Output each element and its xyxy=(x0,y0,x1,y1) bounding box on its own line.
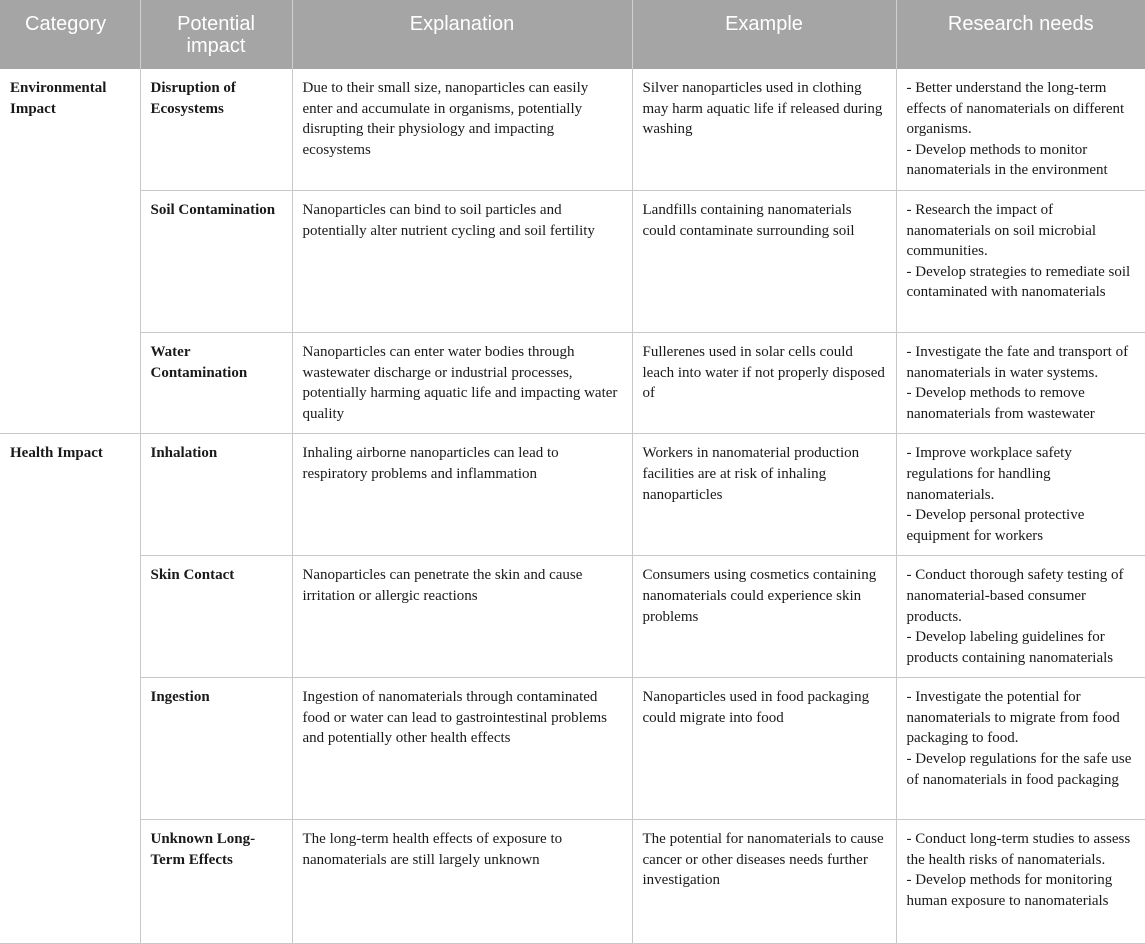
impact-cell: Ingestion xyxy=(140,678,292,820)
research-need-item: - Research the impact of nanomaterials on soil microbial communities. xyxy=(906,201,1097,260)
table-row xyxy=(0,332,1145,433)
research-need-item: - Investigate the fate and transport of nanomaterials in water systems. xyxy=(906,343,1129,381)
explanation-cell: Due to their small size, nanoparticles can easily enter and accumulate in organisms, potentially disrupting their physiology and impacting ecosystems xyxy=(292,69,632,190)
research-need-item: - Better understand the long-term effects of nanomaterials on different organisms. xyxy=(906,80,1125,138)
explanation-cell: Ingestion of nanomaterials through contaminated food or water can lead to gastrointestinal problems and potentially other health effects xyxy=(292,678,632,820)
impact-cell: Soil Contamination xyxy=(140,190,292,332)
research-needs-cell xyxy=(896,678,1145,820)
example-cell: Workers in nanomaterial production facilities are at risk of inhaling nanoparticles xyxy=(632,434,896,556)
research-need-item: - Develop labeling guidelines for products containing nanomaterials xyxy=(906,629,1114,666)
header-category: Category xyxy=(0,0,140,69)
research-needs-cell xyxy=(896,434,1145,556)
header-row xyxy=(0,0,1145,69)
example-cell: Landfills containing nanomaterials could contaminate surrounding soil xyxy=(632,190,896,332)
research-needs-cell xyxy=(896,190,1145,332)
table-row xyxy=(0,69,1145,190)
research-need-item: - Investigate the potential for nanomaterials to migrate from food packaging to food. xyxy=(906,689,1120,747)
impact-cell: Water Contamination xyxy=(140,332,292,433)
explanation-cell: Inhaling airborne nanoparticles can lead to respiratory problems and inflammation xyxy=(292,434,632,556)
research-need-item: - Develop regulations for the safe use of nanomaterials in food packaging xyxy=(906,751,1132,788)
table-row xyxy=(0,190,1145,332)
research-need-item: - Develop methods to monitor nanomaterials in the environment xyxy=(906,141,1108,179)
research-needs-cell xyxy=(896,556,1145,678)
research-need-item: - Conduct thorough safety testing of nanomaterial-based consumer products. xyxy=(906,567,1124,625)
category-cell: Health Impact xyxy=(0,434,140,944)
example-cell: Consumers using cosmetics containing nanomaterials could experience skin problems xyxy=(632,556,896,678)
research-needs-cell xyxy=(896,332,1145,433)
example-cell: The potential for nanomaterials to cause cancer or other diseases needs further investigation xyxy=(632,820,896,944)
research-need-item: - Develop personal protective equipment for workers xyxy=(906,507,1085,544)
category-cell: Environmental Impact xyxy=(0,69,140,434)
research-need-item: - Develop methods for monitoring human exposure to nanomaterials xyxy=(906,872,1113,910)
header-research-needs: Research needs xyxy=(896,0,1145,69)
header-explanation: Explanation xyxy=(292,0,632,69)
impact-cell: Skin Contact xyxy=(140,556,292,678)
header-example: Example xyxy=(632,0,896,69)
explanation-cell: The long-term health effects of exposure to nanomaterials are still largely unknown xyxy=(292,820,632,944)
example-cell: Silver nanoparticles used in clothing may harm aquatic life if released during washing xyxy=(632,69,896,190)
explanation-cell: Nanoparticles can penetrate the skin and cause irritation or allergic reactions xyxy=(292,556,632,678)
impact-cell: Inhalation xyxy=(140,434,292,556)
explanation-cell: Nanoparticles can enter water bodies through wastewater discharge or industrial processes, potentially harming aquatic life and impacting water quality xyxy=(292,332,632,433)
example-cell: Nanoparticles used in food packaging could migrate into food xyxy=(632,678,896,820)
explanation-cell: Nanoparticles can bind to soil particles and potentially alter nutrient cycling and soil fertility xyxy=(292,190,632,332)
research-need-item: - Conduct long-term studies to assess the health risks of nanomaterials. xyxy=(906,831,1131,868)
research-need-item: - Develop methods to remove nanomaterials from wastewater xyxy=(906,385,1095,422)
research-needs-cell xyxy=(896,820,1145,944)
table-row xyxy=(0,556,1145,678)
impact-cell: Disruption of Ecosystems xyxy=(140,69,292,190)
table-row xyxy=(0,820,1145,944)
example-cell: Fullerenes used in solar cells could leach into water if not properly disposed of xyxy=(632,332,896,433)
table-row xyxy=(0,434,1145,556)
research-need-item: - Develop strategies to remediate soil contaminated with nanomaterials xyxy=(906,263,1131,301)
table-row xyxy=(0,678,1145,820)
impact-cell: Unknown Long-Term Effects xyxy=(140,820,292,944)
research-needs-cell xyxy=(896,69,1145,190)
research-need-item: - Improve workplace safety regulations for handling nanomaterials. xyxy=(906,445,1072,503)
header-potential-impact: Potential impact xyxy=(140,0,292,69)
